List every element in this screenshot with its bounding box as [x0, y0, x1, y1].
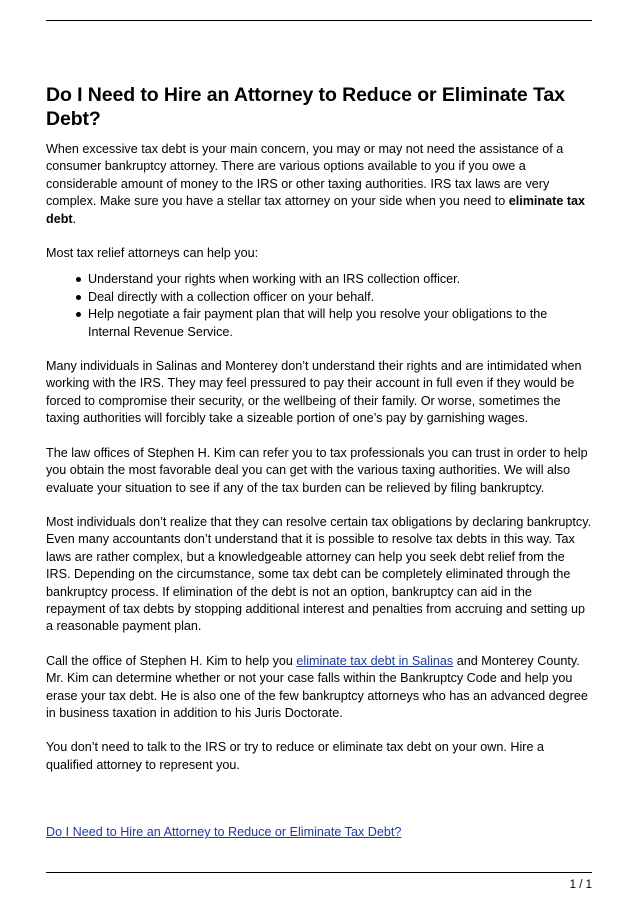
intro-paragraph: [46, 141, 592, 228]
footer-link-line: [46, 824, 592, 841]
article-body: [46, 83, 592, 842]
paragraph-most-individuals: Most individuals don’t realize that they can resolve certain tax obligations by declaring bankruptcy. Even many accountants don’t understand that it is possible to resolve tax debts in this way. Tax laws are rather complex, but a knowledgeable attorney can help you seek debt relief from the IRS. Depending on the circumstance, some tax debt can be completely eliminated through the bankruptcy process. If elimination of the debt is not an option, bankruptcy can aid in the repayment of tax debts by stopping additional interest and penalties from accruing and setting up a reasonable payment plan.: [46, 514, 592, 634]
list-item: [88, 271, 592, 288]
list-item-text: Understand your rights when working with an IRS collection officer.: [88, 272, 461, 287]
paragraph-closing: You don’t need to talk to the IRS or try to reduce or eliminate tax debt on your own. Hire a qualified attorney to represent you.: [46, 740, 544, 772]
list-item-text: Help negotiate a fair payment plan that will help you resolve your obligations to the Internal Revenue Service.: [88, 307, 548, 339]
bullet-icon: [76, 295, 81, 300]
intro-bold-text: eliminate tax debt: [46, 194, 586, 226]
eliminate-tax-debt-link[interactable]: eliminate tax debt in Salinas: [296, 653, 454, 668]
intro-end: .: [72, 211, 77, 226]
page-title: Do I Need to Hire an Attorney to Reduce or Eliminate Tax Debt?: [46, 84, 565, 130]
list-item: [88, 306, 592, 341]
top-rule: [46, 20, 592, 21]
call-text-start: Call the office of Stephen H. Kim to help you: [46, 653, 297, 668]
bullet-icon: [76, 277, 81, 282]
list-intro: Most tax relief attorneys can help you:: [46, 246, 259, 261]
article-source-link[interactable]: Do I Need to Hire an Attorney to Reduce or Eliminate Tax Debt?: [46, 825, 402, 840]
list-item: [88, 289, 592, 306]
bullet-list: [46, 271, 592, 341]
paragraph-law-offices: The law offices of Stephen H. Kim can refer you to tax professionals you can trust in order to help you obtain the most favorable deal you can get with the various taxing authorities. We will also evaluate your situation to see if any of the tax burden can be relieved by filing bankruptcy.: [46, 445, 588, 495]
bottom-rule: [46, 872, 592, 873]
paragraph-call-office: [46, 653, 592, 723]
list-item-text: Deal directly with a collection officer on your behalf.: [88, 289, 375, 304]
intro-text: When excessive tax debt is your main concern, you may or may not need the assistance of a consumer bankruptcy attorney. There are various options available to you if you owe a considerable amount of money to the IRS or other taxing authorities. IRS tax laws are very complex. Make sure you have a stellar tax attorney on your side when you need to: [46, 142, 564, 209]
bullet-icon: [76, 312, 81, 317]
paragraph-salinas: Many individuals in Salinas and Monterey don’t understand their rights and are intimidated when working with the IRS. They may feel pressured to pay their account in full even if they would be forced to compromise their security, or the wellbeing of their family. Or worse, sometimes the taxing authorities will forcibly take a sizeable portion of one’s pay by garnishing wages.: [46, 359, 582, 426]
page-number: 1 / 1: [569, 879, 592, 891]
call-text-end: and Monterey County. Mr. Kim can determine whether or not your case falls within the Bankruptcy Code and help you erase your tax debt. He is also one of the few bankruptcy attorneys who has an advanced degree in business taxation in addition to his Juris Doctorate.: [46, 653, 588, 720]
